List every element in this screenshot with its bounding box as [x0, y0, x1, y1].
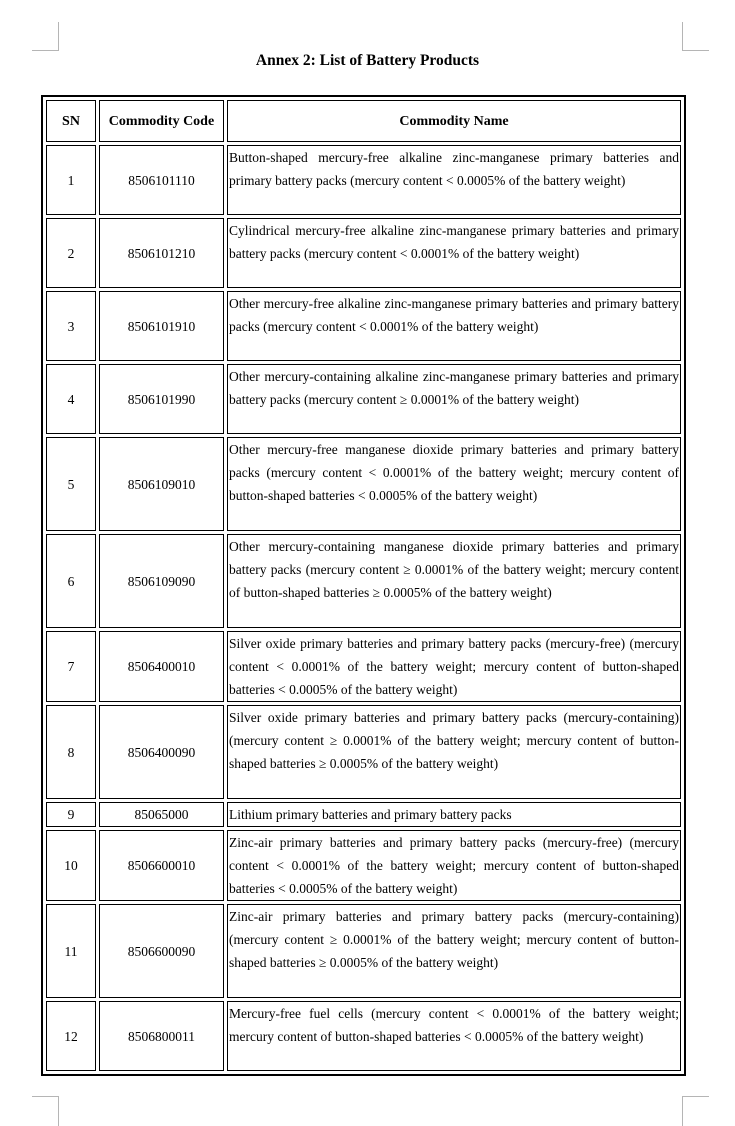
- commodity-name-cell: Other mercury-free alkaline zinc-manganese primary batteries and primary battery packs (mercury content < 0.0001% of the battery weight): [227, 291, 681, 361]
- crop-mark-top-left: [32, 22, 59, 51]
- sn-cell: 9: [46, 802, 96, 827]
- table-row: [46, 904, 681, 998]
- commodity-name-cell: Button-shaped mercury-free alkaline zinc-manganese primary batteries and primary battery packs (mercury content < 0.0005% of the battery weight): [227, 145, 681, 215]
- sn-cell: 5: [46, 437, 96, 531]
- commodity-name-cell: Mercury-free fuel cells (mercury content < 0.0001% of the battery weight; mercury content of button-shaped batteries < 0.0005% of the battery weight): [227, 1001, 681, 1071]
- commodity-code-cell: 85065000: [99, 802, 224, 827]
- table-row: [46, 145, 681, 215]
- table-row: [46, 437, 681, 531]
- sn-cell: 8: [46, 705, 96, 799]
- sn-cell: 1: [46, 145, 96, 215]
- table-row: [46, 534, 681, 628]
- commodity-code-cell: 8506101910: [99, 291, 224, 361]
- sn-cell: 11: [46, 904, 96, 998]
- commodity-code-cell: 8506600010: [99, 830, 224, 901]
- sn-cell: 4: [46, 364, 96, 434]
- commodity-code-cell: 8506101990: [99, 364, 224, 434]
- commodity-code-cell: 8506109010: [99, 437, 224, 531]
- table-row: [46, 705, 681, 799]
- table-header-row: [46, 100, 681, 142]
- commodity-code-cell: 8506400090: [99, 705, 224, 799]
- battery-products-table: [41, 95, 686, 1076]
- commodity-name-cell: Silver oxide primary batteries and primary battery packs (mercury-free) (mercury content < 0.0001% of the battery weight; mercury content of button-shaped batteries < 0.0005% of the battery weight): [227, 631, 681, 702]
- col-header-sn: SN: [46, 100, 96, 142]
- crop-mark-top-right: [682, 22, 709, 51]
- commodity-name-cell: Other mercury-containing alkaline zinc-manganese primary batteries and primary battery packs (mercury content ≥ 0.0001% of the battery weight): [227, 364, 681, 434]
- table-row: [46, 802, 681, 827]
- col-header-commodity-name: Commodity Name: [227, 100, 681, 142]
- sn-cell: 12: [46, 1001, 96, 1071]
- commodity-code-cell: 8506800011: [99, 1001, 224, 1071]
- page-title: Annex 2: List of Battery Products: [255, 52, 480, 69]
- commodity-code-cell: 8506600090: [99, 904, 224, 998]
- commodity-name-cell: Other mercury-containing manganese dioxide primary batteries and primary battery packs (mercury content ≥ 0.0001% of the battery weight; mercury content of button-shaped batteries ≥ 0.0005% of the battery weight): [227, 534, 681, 628]
- commodity-code-cell: 8506400010: [99, 631, 224, 702]
- commodity-code-cell: 8506101210: [99, 218, 224, 288]
- commodity-name-cell: Zinc-air primary batteries and primary battery packs (mercury-containing) (mercury content ≥ 0.0001% of the battery weight; mercury content of button-shaped batteries ≥ 0.0005% of the battery weight): [227, 904, 681, 998]
- commodity-name-cell: Silver oxide primary batteries and primary battery packs (mercury-containing) (mercury content ≥ 0.0001% of the battery weight; mercury content of button-shaped batteries ≥ 0.0005% of the battery weight): [227, 705, 681, 799]
- commodity-name-cell: Cylindrical mercury-free alkaline zinc-manganese primary batteries and primary battery packs (mercury content < 0.0001% of the battery weight): [227, 218, 681, 288]
- table-row: [46, 218, 681, 288]
- sn-cell: 10: [46, 830, 96, 901]
- commodity-code-cell: 8506109090: [99, 534, 224, 628]
- sn-cell: 7: [46, 631, 96, 702]
- sn-cell: 6: [46, 534, 96, 628]
- sn-cell: 3: [46, 291, 96, 361]
- table-row: [46, 291, 681, 361]
- commodity-name-cell: Lithium primary batteries and primary battery packs: [227, 802, 681, 827]
- crop-mark-bottom-right: [682, 1096, 709, 1126]
- commodity-name-cell: Other mercury-free manganese dioxide primary batteries and primary battery packs (mercury content < 0.0001% of the battery weight; mercury content of button-shaped batteries < 0.0005% of the battery weight): [227, 437, 681, 531]
- crop-mark-bottom-left: [32, 1096, 59, 1126]
- col-header-commodity-code: Commodity Code: [99, 100, 224, 142]
- commodity-name-cell: Zinc-air primary batteries and primary battery packs (mercury-free) (mercury content < 0.0001% of the battery weight; mercury content of button-shaped batteries < 0.0005% of the battery weight): [227, 830, 681, 901]
- sn-cell: 2: [46, 218, 96, 288]
- table-row: [46, 1001, 681, 1071]
- table-row: [46, 631, 681, 702]
- commodity-code-cell: 8506101110: [99, 145, 224, 215]
- table-row: [46, 364, 681, 434]
- table-row: [46, 830, 681, 901]
